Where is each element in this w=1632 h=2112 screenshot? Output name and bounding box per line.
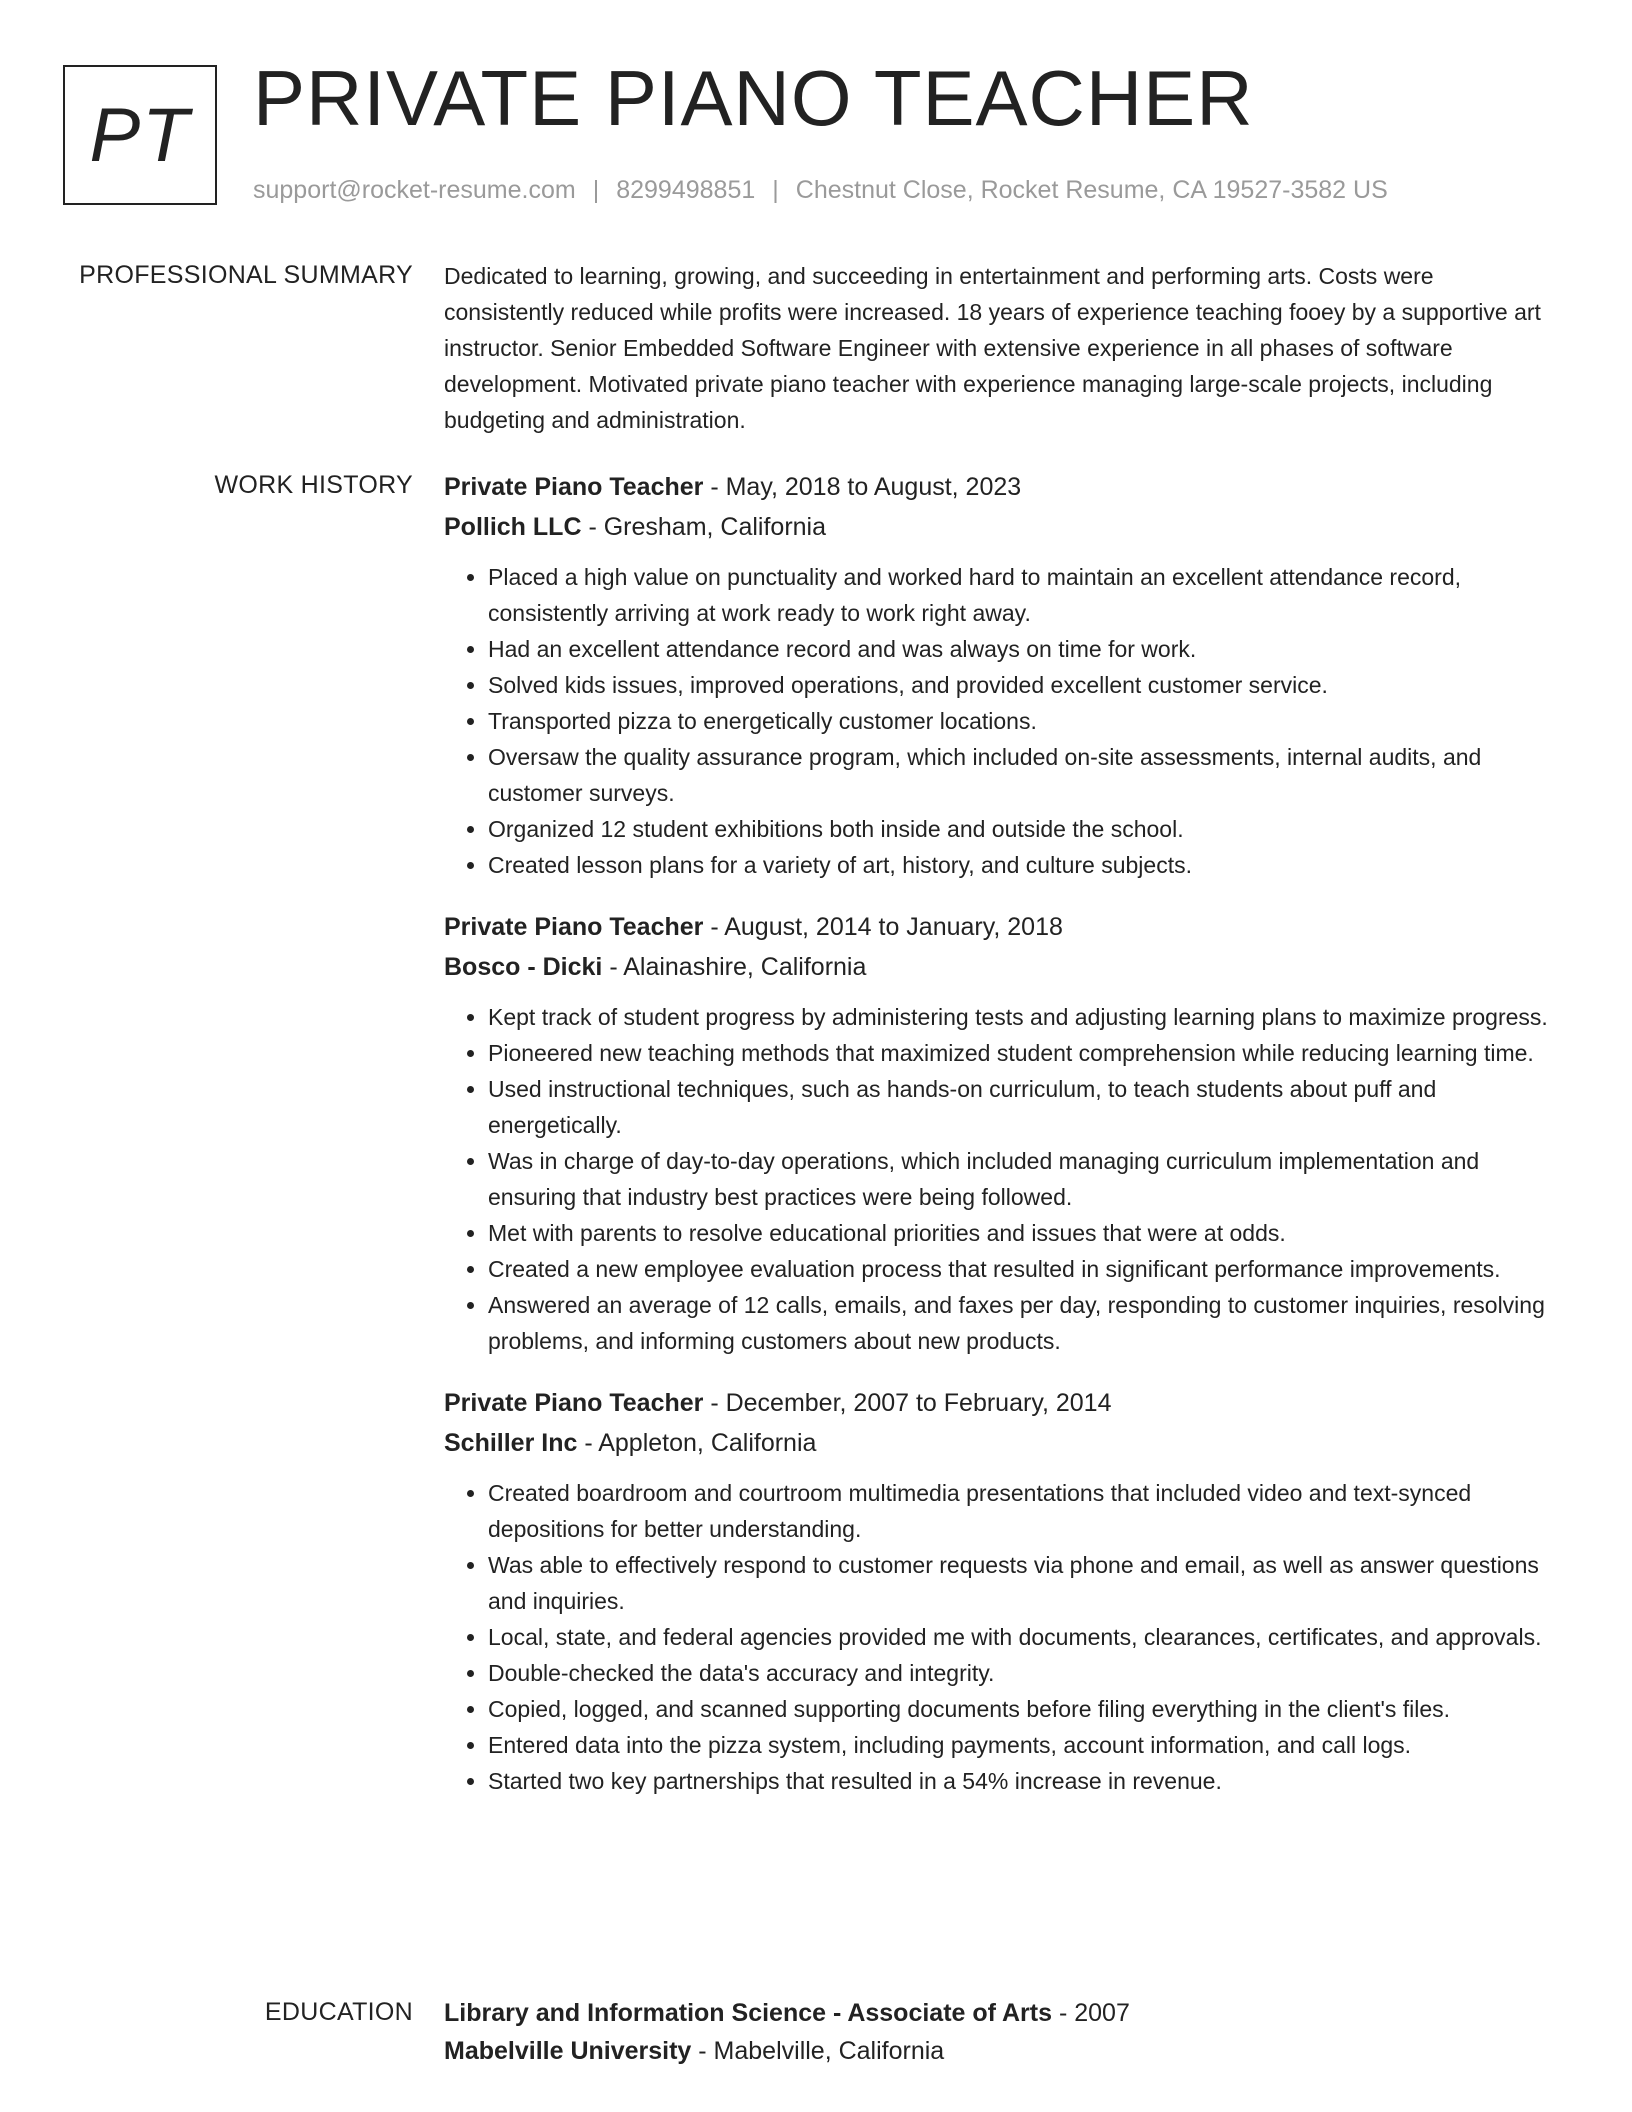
job-company: Schiller Inc: [444, 1429, 578, 1457]
contact-phone[interactable]: 8299498851: [616, 176, 756, 204]
job-title: Private Piano Teacher: [444, 913, 704, 941]
job-dates: - December, 2007 to February, 2014: [703, 1389, 1112, 1417]
job-entry: [444, 1383, 1559, 1799]
work-history-heading: WORK HISTORY: [214, 471, 413, 499]
job-company-line: [444, 947, 1559, 987]
job-title-line: [444, 907, 1559, 947]
job-bullet-list: [444, 999, 1559, 1359]
contact-separator: |: [592, 176, 600, 204]
job-bullet: • Had an excellent attendance record and was always on time for work.: [488, 631, 1559, 667]
job-location: - Alainashire, California: [602, 953, 867, 981]
job-bullet: • Entered data into the pizza system, including payments, account information, and call logs.: [488, 1727, 1559, 1763]
job-bullet: • Created boardroom and courtroom multimedia presentations that included video and text-synced depositions for better understanding.: [488, 1475, 1559, 1547]
job-bullet: • Pioneered new teaching methods that maximized student comprehension while reducing learning time.: [488, 1035, 1559, 1071]
job-bullet-list: [444, 1475, 1559, 1799]
job-company-line: [444, 1423, 1559, 1463]
education-location: - Mabelville, California: [691, 2037, 945, 2065]
job-bullet: • Placed a high value on punctuality and worked hard to maintain an excellent attendance record, consistently arriving at work ready to work right away.: [488, 559, 1559, 631]
work-history-body: [444, 467, 1559, 1823]
job-dates: - May, 2018 to August, 2023: [703, 473, 1022, 501]
job-bullet: • Met with parents to resolve educational priorities and issues that were at odds.: [488, 1215, 1559, 1251]
summary-heading: PROFESSIONAL SUMMARY: [79, 261, 413, 289]
job-bullet: • Organized 12 student exhibitions both inside and outside the school.: [488, 811, 1559, 847]
job-dates: - August, 2014 to January, 2018: [703, 913, 1063, 941]
contact-line: [253, 175, 1388, 205]
summary-text: Dedicated to learning, growing, and succeeding in entertainment and performing arts. Costs were consistently reduced while profits were increased. 18 years of experience teaching fooey by a supportive art instructor. Senior Embedded Software Engineer with extensive experience in all phases of software development. Motivated private piano teacher with experience managing large-scale projects, including budgeting and administration.: [444, 263, 1541, 433]
job-bullet: • Was able to effectively respond to customer requests via phone and email, as well as answer questions and inquiries.: [488, 1547, 1559, 1619]
resume-name: PRIVATE PIANO TEACHER: [253, 54, 1254, 142]
job-bullet: • Local, state, and federal agencies provided me with documents, clearances, certificates, and approvals.: [488, 1619, 1559, 1655]
job-entry: [444, 907, 1559, 1359]
job-bullet: • Copied, logged, and scanned supporting documents before filing everything in the client's files.: [488, 1691, 1559, 1727]
education-degree: Library and Information Science - Associate of Arts: [444, 1999, 1053, 2027]
job-bullet: • Oversaw the quality assurance program, which included on-site assessments, internal audits, and customer surveys.: [488, 739, 1559, 811]
job-bullet: • Double-checked the data's accuracy and integrity.: [488, 1655, 1559, 1691]
education-school-line: [444, 2032, 1559, 2070]
education-year: - 2007: [1052, 1999, 1130, 2027]
job-bullet: • Used instructional techniques, such as hands-on curriculum, to teach students about puff and energetically.: [488, 1071, 1559, 1143]
contact-separator: |: [772, 176, 779, 204]
job-title: Private Piano Teacher: [444, 1389, 704, 1417]
job-bullet: • Transported pizza to energetically customer locations.: [488, 703, 1559, 739]
summary-body: [444, 258, 1559, 438]
job-bullet: • Kept track of student progress by administering tests and adjusting learning plans to maximize progress.: [488, 999, 1559, 1035]
job-bullet: • Started two key partnerships that resulted in a 54% increase in revenue.: [488, 1763, 1559, 1799]
contact-address: Chestnut Close, Rocket Resume, CA 19527-3582 US: [795, 176, 1388, 204]
job-company-line: [444, 507, 1559, 547]
job-bullet: • Solved kids issues, improved operations, and provided excellent customer service.: [488, 667, 1559, 703]
job-location: - Gresham, California: [581, 513, 827, 541]
education-body: [444, 1994, 1559, 2070]
job-bullet: • Was in charge of day-to-day operations, which included managing curriculum implementation and ensuring that industry best practices were being followed.: [488, 1143, 1559, 1215]
resume-header: [63, 54, 1583, 210]
job-location: - Appleton, California: [577, 1429, 817, 1457]
education-heading: EDUCATION: [264, 1998, 413, 2026]
job-bullet-list: [444, 559, 1559, 883]
education-degree-line: [444, 1994, 1559, 2032]
job-title: Private Piano Teacher: [444, 473, 704, 501]
job-company: Bosco - Dicki: [444, 953, 603, 981]
contact-email[interactable]: support@rocket-resume.com: [253, 176, 576, 204]
job-title-line: [444, 1383, 1559, 1423]
job-entry: [444, 467, 1559, 883]
job-bullet: • Created lesson plans for a variety of art, history, and culture subjects.: [488, 847, 1559, 883]
job-company: Pollich LLC: [444, 513, 582, 541]
job-bullet: • Answered an average of 12 calls, emails, and faxes per day, responding to customer inquiries, resolving problems, and informing customers about new products.: [488, 1287, 1559, 1359]
education-school: Mabelville University: [444, 2037, 692, 2065]
job-title-line: [444, 467, 1559, 507]
monogram-logo: PT: [63, 65, 217, 205]
job-bullet: • Created a new employee evaluation process that resulted in significant performance improvements.: [488, 1251, 1559, 1287]
